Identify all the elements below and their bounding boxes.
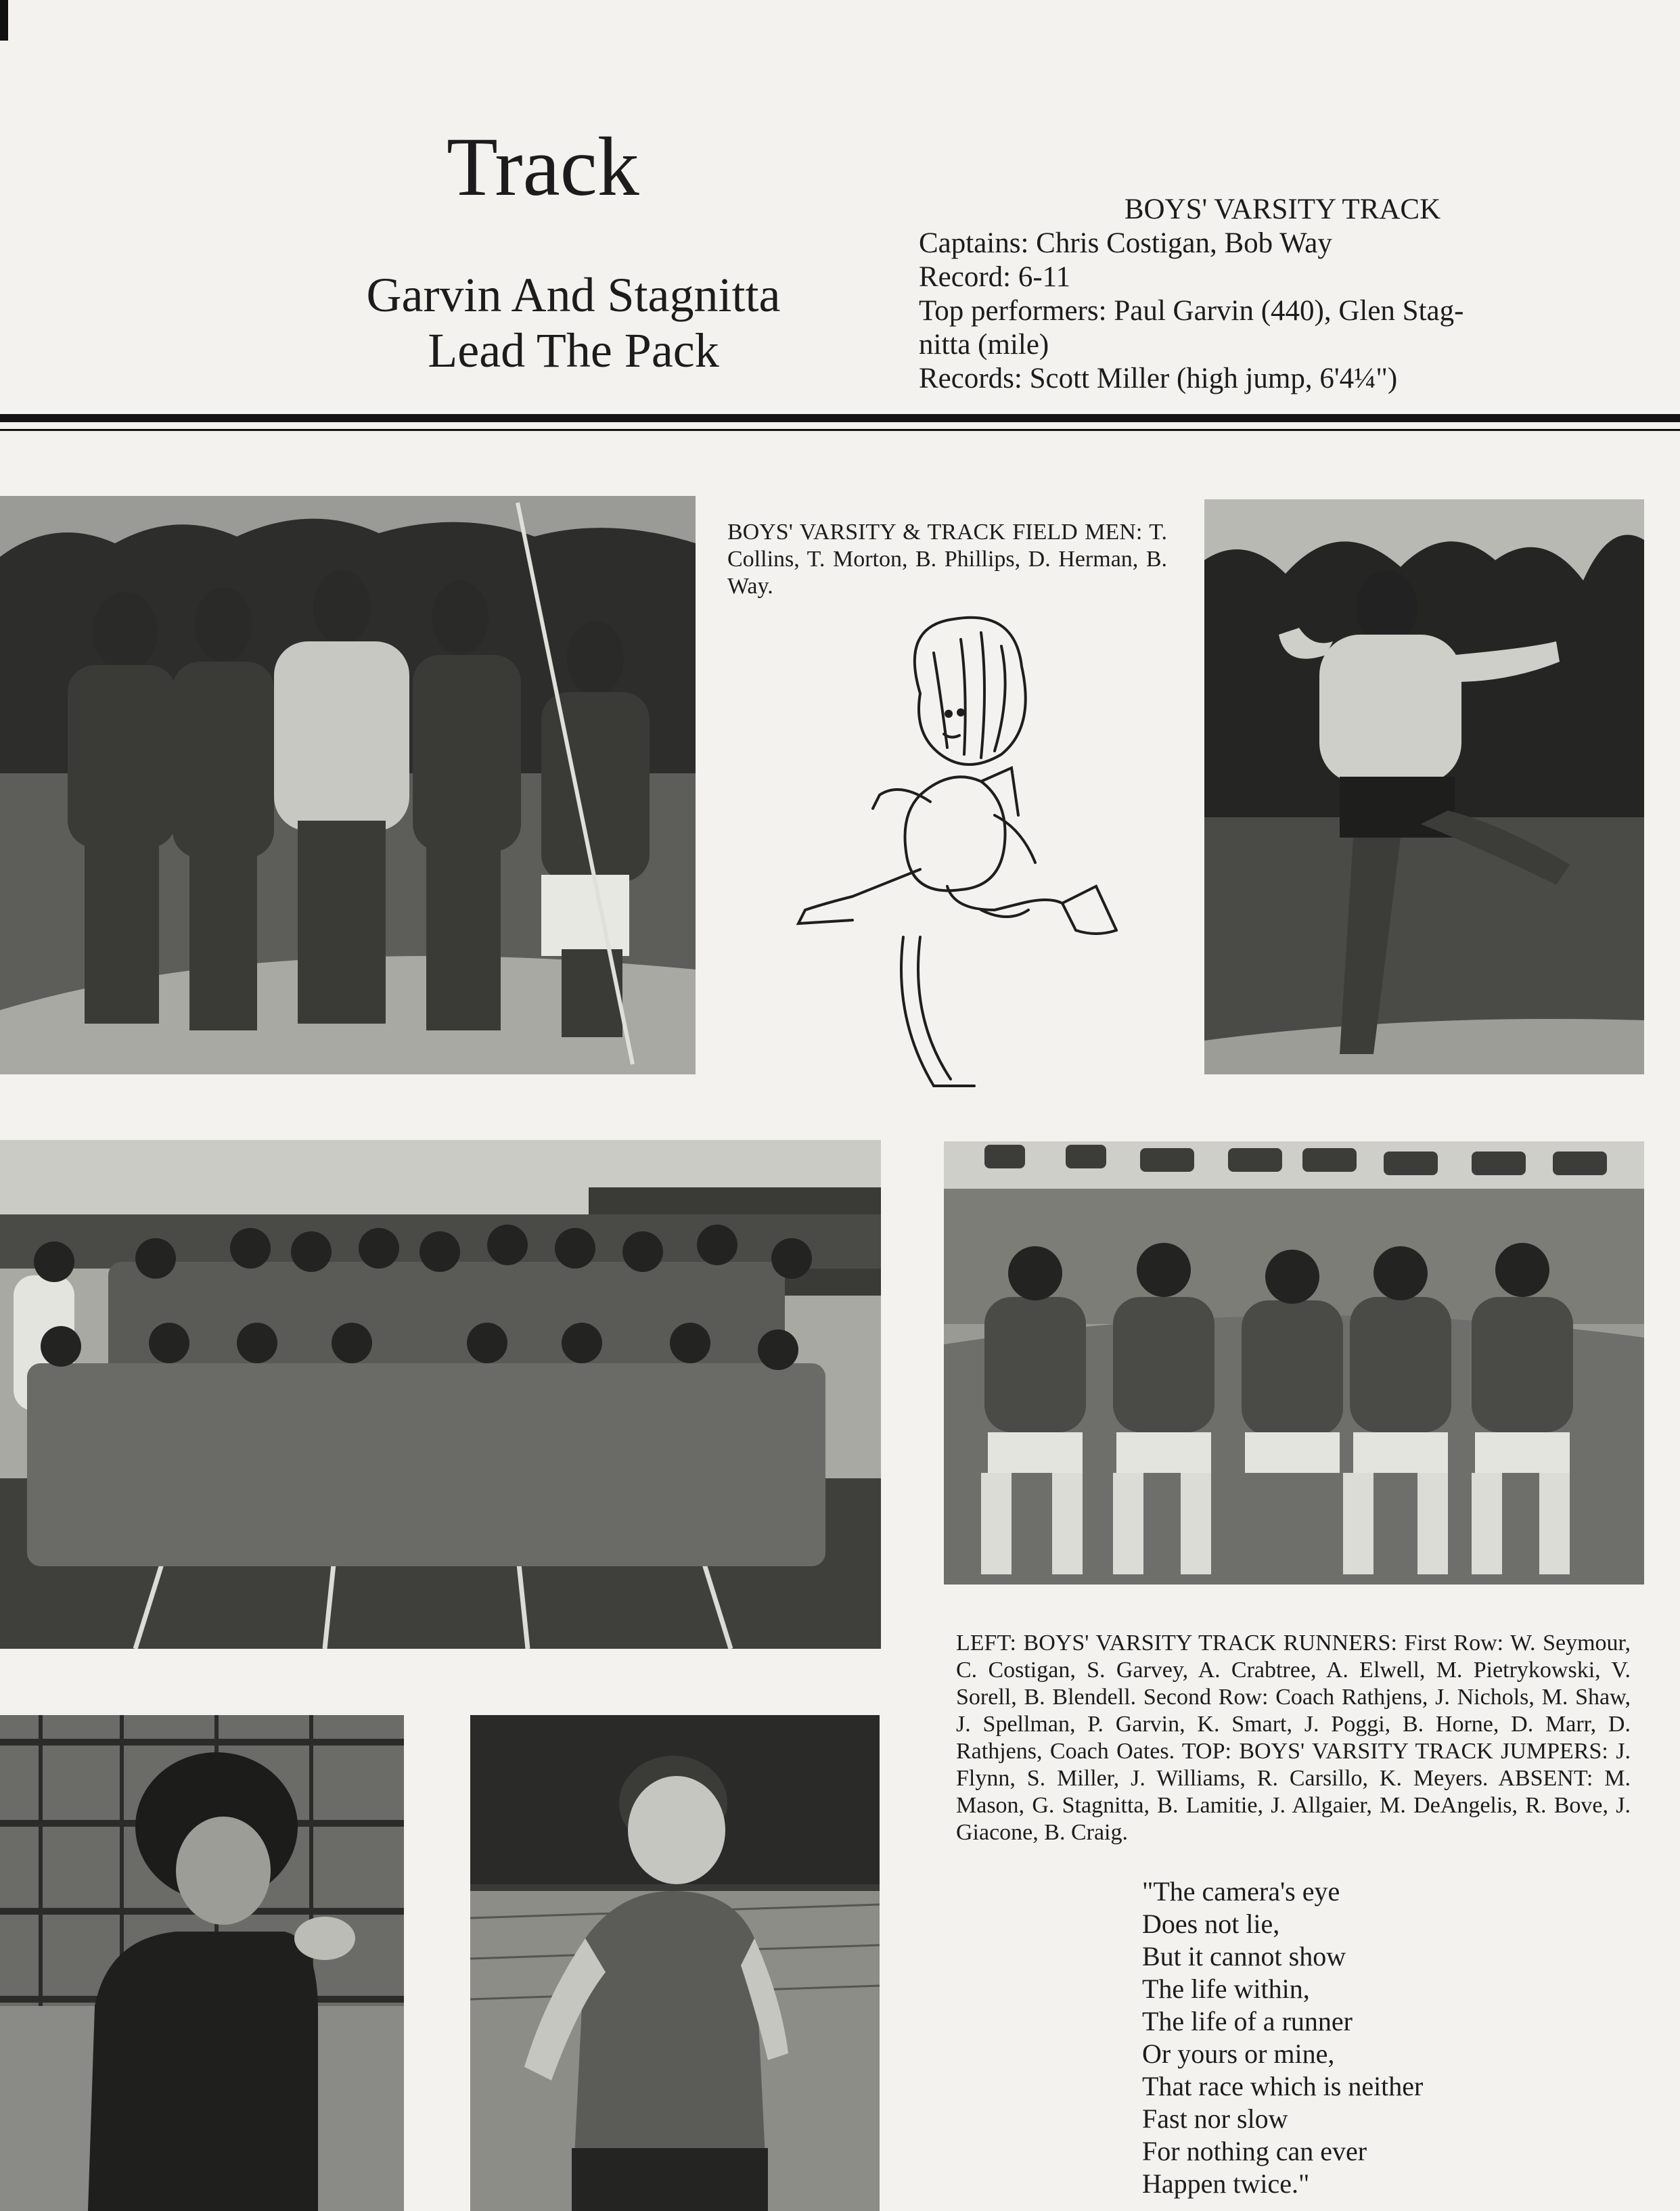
subtitle-line-1: Garvin And Stagnitta [366,268,781,322]
page-subtitle [308,267,839,378]
poem-line: Happen twice." [1142,2168,1310,2199]
stats-top-performers-1: Top performers: Paul Garvin (440), Glen Stag- [919,295,1464,327]
poem [1142,1875,1423,2200]
caption-runners-jumpers: LEFT: BOYS' VARSITY TRACK RUNNERS: First Row: W. Seymour, C. Costigan, S. Garvey, A. Crabtree, A. Elwell, M. Pietrykowski, V. Sorell, B. Blendell. Second Row: Coach Rathjens, J. Nichols, M. Shaw, J. Spellman, P. Garvin, K. Smart, J. Poggi, B. Horne, D. Marr, D. Rathjens, Coach Oates. TOP: BOYS' VARSITY TRACK JUMPERS: J. Flynn, S. Miller, J. Williams, R. Carsillo, K. Meyers. ABSENT: M. Mason, G. Stagnitta, B. Lamitie, J. Allgaier, M. DeAngelis, R. Bove, J. Giacone, B. Craig. [956,1631,1631,1845]
stats-record: Record: 6-11 [919,261,1071,293]
hurdler-cartoon [778,612,1130,1099]
stats-top-performers-2: nitta (mile) [919,329,1049,361]
header-rule [0,414,1680,422]
photo-runner [470,1715,880,2211]
team-stats [919,193,1606,396]
photo-jumpers [944,1141,1644,1585]
photo-timer [0,1715,404,2211]
stats-records: Records: Scott Miller (high jump, 6'4¼") [919,363,1398,394]
poem-line: But it cannot show [1142,1941,1346,1971]
corner-mark [0,0,8,41]
poem-line: That race which is neither [1142,2071,1424,2101]
poem-line: Or yours or mine, [1142,2038,1335,2069]
poem-line: Does not lie, [1142,1909,1280,1939]
page-title: Track [447,120,639,213]
stats-heading: BOYS' VARSITY TRACK [1124,193,1441,225]
header-rule-thin [0,429,1680,431]
poem-line: "The camera's eye [1142,1876,1340,1907]
stats-captains: Captains: Chris Costigan, Bob Way [919,227,1332,259]
poem-line: The life of a runner [1142,2006,1353,2036]
poem-line: Fast nor slow [1142,2103,1288,2134]
poem-line: For nothing can ever [1142,2136,1367,2166]
photo-runners-team [0,1140,881,1649]
photo-thrower [1204,499,1644,1074]
caption-field-men: BOYS' VARSITY & TRACK FIELD MEN: T. Collins, T. Morton, B. Phillips, D. Herman, B. Way. [727,520,1167,599]
poem-line: The life within, [1142,1974,1310,2004]
photo-field-men [0,496,696,1074]
subtitle-line-2: Lead The Pack [428,323,719,378]
